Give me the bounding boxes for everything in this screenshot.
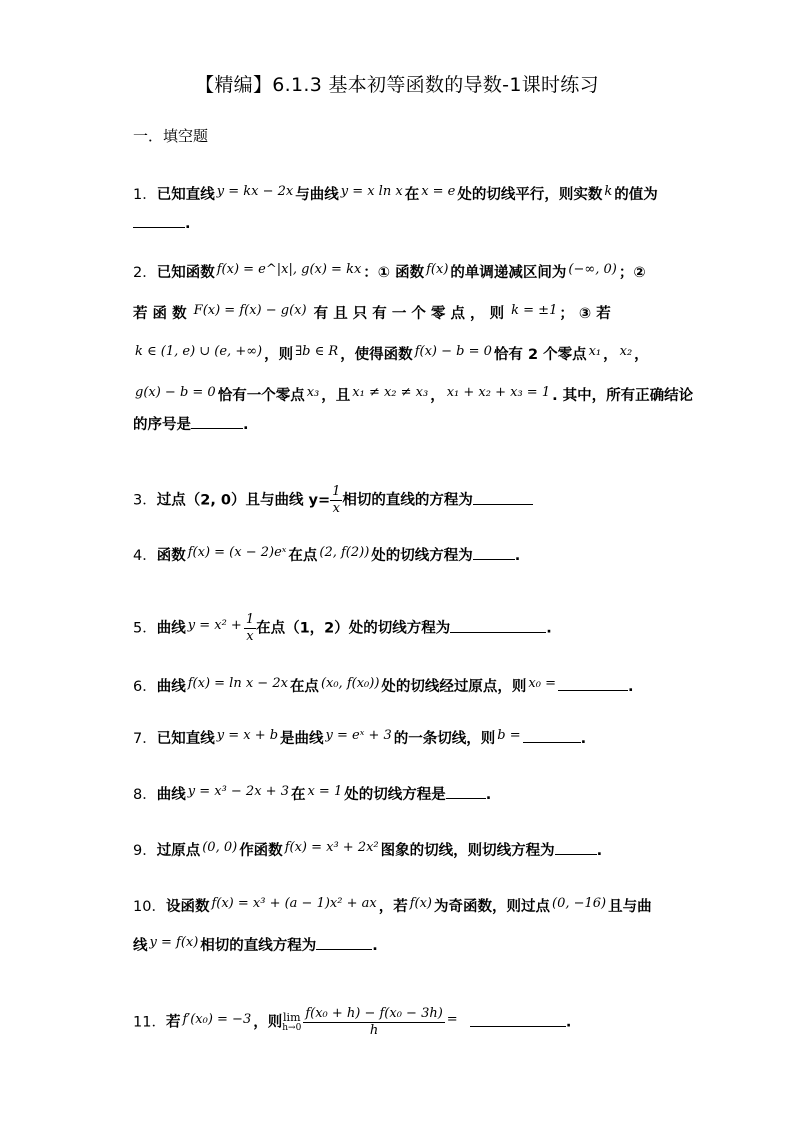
question-text: 相切的直线的方程为 bbox=[342, 492, 473, 509]
question-text: ； ③ 若 bbox=[559, 306, 611, 322]
math-expression: y = kx − 2x bbox=[216, 184, 294, 199]
math-expression: y = x + b bbox=[216, 728, 279, 743]
fraction-denominator: h bbox=[369, 1023, 379, 1038]
question-text: ， bbox=[430, 388, 445, 404]
question-text: 曲线 bbox=[156, 787, 186, 803]
answer-blank[interactable] bbox=[191, 414, 243, 429]
question-text: . 其中，所有正确结论 bbox=[552, 388, 694, 404]
question-text: 在 bbox=[404, 187, 420, 203]
question-text: . bbox=[243, 417, 249, 433]
math-expression: f(x) = ln x − 2x bbox=[187, 676, 288, 691]
math-expression: k bbox=[604, 184, 613, 199]
math-expression: x₁ + x₂ + x₃ = 1 bbox=[446, 385, 551, 400]
math-expression: x₂ bbox=[619, 344, 633, 359]
math-expression: f(x) = (x − 2)eˣ bbox=[187, 545, 287, 560]
math-expression: (2, f(2)) bbox=[319, 545, 370, 560]
question-text: 与曲线 bbox=[295, 187, 339, 203]
question-6 bbox=[133, 676, 663, 699]
math-expression: (0, 0) bbox=[202, 840, 238, 855]
question-text: . bbox=[580, 731, 587, 747]
question-number: 7． bbox=[133, 731, 157, 747]
question-number: 11． bbox=[133, 1014, 166, 1031]
question-text: 设函数 bbox=[165, 899, 210, 915]
question-text: 相切的直线方程为 bbox=[200, 938, 317, 954]
question-text: 作函数 bbox=[239, 843, 283, 859]
question-number: 1． bbox=[133, 187, 157, 203]
question-text: 线 bbox=[133, 938, 148, 954]
question-number: 10． bbox=[133, 899, 166, 915]
limit-label: lim bbox=[283, 1010, 301, 1024]
math-expression: y = x ln x bbox=[340, 184, 403, 199]
question-number: 4． bbox=[133, 548, 157, 564]
question-text: 处的切线方程是 bbox=[344, 787, 446, 803]
question-text: 已知直线 bbox=[156, 731, 215, 747]
math-expression: = bbox=[446, 1011, 458, 1027]
math-expression: F(x) = f(x) − g(x) bbox=[193, 303, 307, 318]
question-2 bbox=[133, 262, 694, 436]
answer-blank[interactable] bbox=[470, 1012, 566, 1027]
question-text: 图象的切线，则切线方程为 bbox=[380, 843, 555, 859]
question-text: 在点（1，2）处的切线方程为 bbox=[256, 620, 451, 637]
question-text: 若 函 数 bbox=[133, 306, 187, 322]
question-text: 恰有 2 个零点 bbox=[493, 347, 587, 363]
question-text: 若 bbox=[165, 1014, 181, 1031]
math-expression: y = eˣ + 3 bbox=[325, 728, 392, 743]
question-text: 过点（2, 0）且与曲线 y= bbox=[156, 492, 331, 509]
question-7 bbox=[133, 728, 663, 751]
question-text: 处的切线平行，则实数 bbox=[457, 187, 603, 203]
question-text: 为奇函数，则过点 bbox=[434, 899, 550, 915]
question-text: . bbox=[546, 620, 552, 637]
question-text: ，则 bbox=[253, 1014, 283, 1031]
math-expression: k ∈ (1, e) ∪ (e, +∞) bbox=[135, 344, 263, 359]
fraction-numerator: 1 bbox=[332, 484, 341, 499]
question-text: ；② bbox=[618, 265, 646, 281]
question-text: 在 bbox=[290, 787, 306, 803]
question-text: . bbox=[514, 548, 521, 564]
limit-subscript: h→0 bbox=[282, 1022, 302, 1033]
question-text: 曲线 bbox=[156, 679, 186, 695]
question-text: 处的切线经过原点，则 bbox=[381, 679, 527, 695]
math-expression: f(x) bbox=[426, 262, 449, 277]
fraction-denominator: x bbox=[246, 629, 254, 644]
math-expression: g(x) − b = 0 bbox=[135, 385, 216, 400]
fraction-denominator: x bbox=[332, 501, 340, 516]
question-number: 2． bbox=[133, 265, 157, 281]
math-expression: (0, −16) bbox=[552, 896, 607, 911]
math-expression: b = bbox=[497, 728, 521, 743]
question-11 bbox=[133, 1006, 663, 1039]
answer-blank[interactable] bbox=[555, 840, 597, 855]
question-text: 是曲线 bbox=[280, 731, 324, 747]
math-expression: x = 1 bbox=[307, 784, 343, 799]
answer-blank[interactable] bbox=[316, 935, 372, 950]
math-expression: x₀ = bbox=[528, 676, 556, 691]
math-expression: f(x) − b = 0 bbox=[414, 344, 492, 359]
question-text: 的单调递减区间为 bbox=[450, 265, 567, 281]
fraction bbox=[330, 484, 342, 517]
question-text: 的值为 bbox=[614, 187, 658, 203]
question-number: 6． bbox=[133, 679, 157, 695]
question-text: 曲线 bbox=[156, 620, 186, 637]
math-expression: f′(x₀) = −3 bbox=[182, 1011, 252, 1027]
question-text: 在点 bbox=[289, 679, 319, 695]
answer-blank[interactable] bbox=[446, 784, 486, 799]
math-expression: x₁ bbox=[588, 344, 602, 359]
math-expression: f(x) = e^|x|, g(x) = kx bbox=[216, 262, 362, 277]
question-3 bbox=[133, 484, 663, 517]
math-expression: f(x) = x³ + (a − 1)x² + ax bbox=[211, 896, 377, 911]
question-text: 的一条切线，则 bbox=[393, 731, 496, 747]
fraction-numerator: f(x₀ + h) − f(x₀ − 3h) bbox=[305, 1006, 443, 1021]
question-text: 过原点 bbox=[156, 843, 201, 859]
math-expression: f(x) bbox=[409, 896, 432, 911]
question-text: . bbox=[372, 938, 378, 954]
question-text: 的序号是 bbox=[133, 417, 191, 433]
question-text: 处的切线方程为 bbox=[371, 548, 473, 564]
question-text: 恰有一个零点 bbox=[217, 388, 305, 404]
fraction-numerator: 1 bbox=[245, 612, 255, 627]
question-text: 已知直线 bbox=[156, 187, 215, 203]
answer-blank[interactable] bbox=[558, 676, 628, 691]
question-text: 函数 bbox=[156, 548, 186, 564]
answer-blank[interactable] bbox=[133, 213, 185, 228]
question-text: . bbox=[485, 787, 492, 803]
question-text: 有 且 只 有 一 个 零 点 ， 则 bbox=[313, 306, 505, 322]
math-expression: (−∞, 0) bbox=[568, 262, 617, 277]
question-text: ，则 bbox=[264, 347, 294, 363]
question-text: 已知函数 bbox=[156, 265, 215, 281]
question-text: ， bbox=[634, 347, 649, 363]
question-text: . bbox=[565, 1014, 572, 1031]
question-text: ：① 函数 bbox=[363, 265, 425, 281]
question-text: . bbox=[627, 679, 634, 695]
fraction bbox=[244, 612, 256, 645]
section-heading: 一．填空题 bbox=[133, 127, 209, 145]
math-expression: y = x³ − 2x + 3 bbox=[187, 784, 289, 799]
math-expression: x₃ bbox=[306, 385, 320, 400]
math-expression: f(x) = x³ + 2x² bbox=[284, 840, 379, 855]
question-text: ，且 bbox=[321, 388, 351, 404]
question-8 bbox=[133, 784, 663, 807]
question-number: 3． bbox=[133, 492, 157, 509]
math-expression: k = ±1 bbox=[511, 303, 558, 318]
question-number: 5． bbox=[133, 620, 157, 637]
question-5 bbox=[133, 612, 663, 645]
math-expression: ∃b ∈ R bbox=[295, 344, 339, 359]
question-number: 8． bbox=[133, 787, 157, 803]
answer-blank[interactable] bbox=[473, 545, 515, 560]
page-title: 【精编】6.1.3 基本初等函数的导数-1课时练习 bbox=[195, 74, 599, 96]
question-1 bbox=[133, 184, 663, 235]
answer-blank[interactable] bbox=[523, 728, 581, 743]
question-text: . bbox=[185, 216, 191, 232]
question-10 bbox=[133, 896, 663, 958]
question-text: . bbox=[596, 843, 603, 859]
limit-operator bbox=[282, 1012, 301, 1034]
question-text: ，若 bbox=[378, 899, 408, 915]
question-9 bbox=[133, 840, 663, 863]
answer-blank[interactable] bbox=[450, 618, 546, 633]
math-expression: y = x² + bbox=[187, 617, 242, 633]
math-expression: y = f(x) bbox=[149, 935, 199, 950]
fraction bbox=[303, 1006, 444, 1039]
math-expression: x₁ ≠ x₂ ≠ x₃ bbox=[352, 385, 429, 400]
question-text: 且与曲 bbox=[608, 899, 652, 915]
math-expression: x = e bbox=[421, 184, 456, 199]
math-expression: (x₀, f(x₀)) bbox=[320, 676, 380, 691]
question-text: 在点 bbox=[288, 548, 318, 564]
question-number: 9． bbox=[133, 843, 157, 859]
question-text: ，使得函数 bbox=[340, 347, 413, 363]
question-4 bbox=[133, 545, 663, 568]
answer-blank[interactable] bbox=[473, 490, 533, 505]
question-text: ， bbox=[603, 347, 618, 363]
